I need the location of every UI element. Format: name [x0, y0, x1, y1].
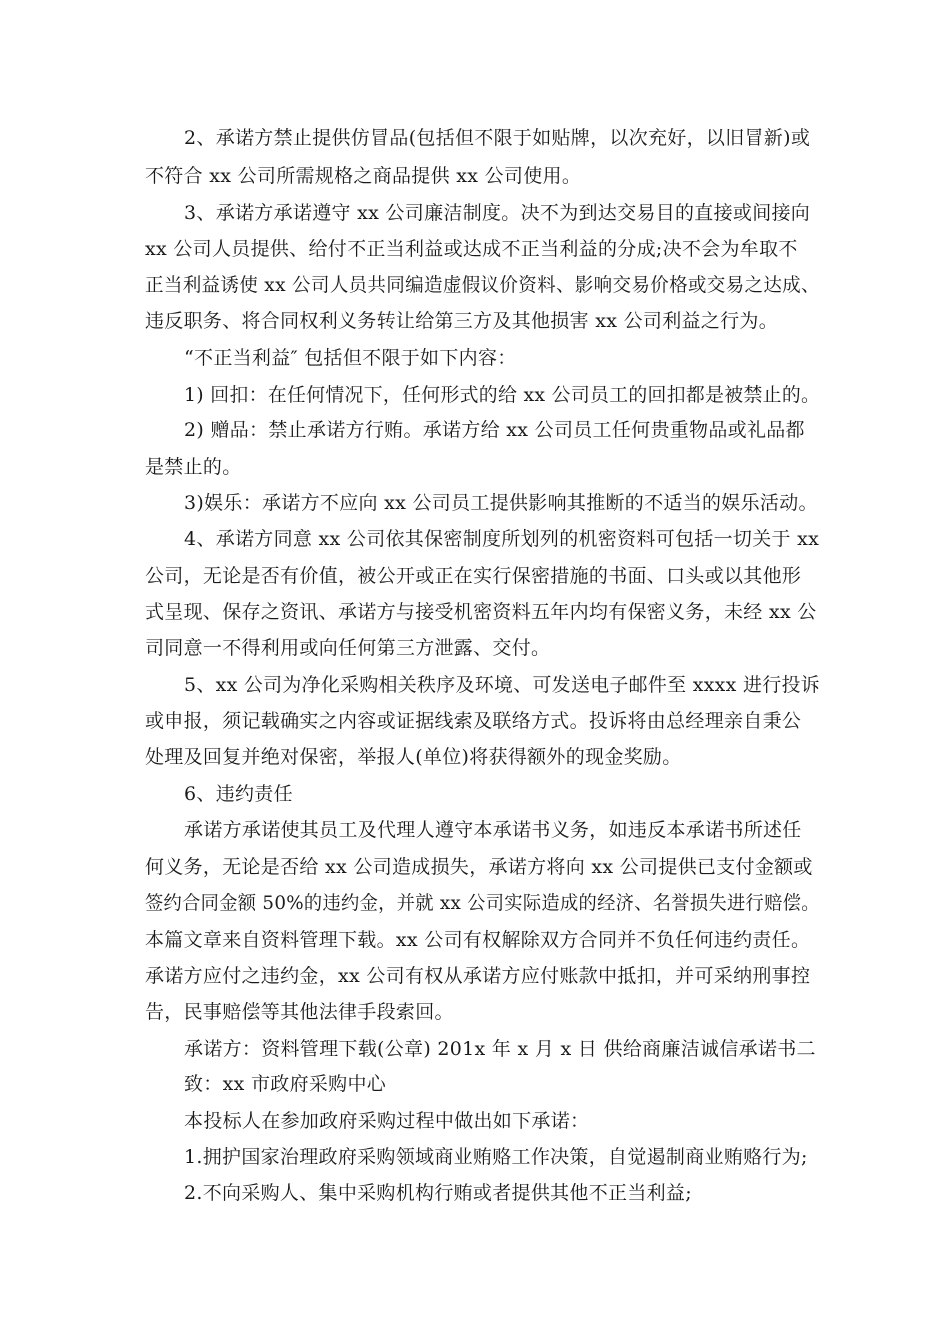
text-line: 告，民事赔偿等其他法律手段索回。 [145, 1001, 454, 1023]
text-line: xx 公司人员提供、给付不正当利益或达成不正当利益的分成;决不会为牟取不 [145, 238, 798, 260]
text-line: 承诺方应付之违约金，xx 公司有权从承诺方应付账款中抵扣，并可采纳刑事控 [145, 965, 811, 987]
text-line: 2) 赠品：禁止承诺方行贿。承诺方给 xx 公司员工任何贵重物品或礼品都 [184, 419, 805, 441]
text-line: 5、xx 公司为净化采购相关秩序及环境、可发送电子邮件至 xxxx 进行投诉 [184, 674, 820, 696]
text-line: 是禁止的。 [145, 456, 242, 478]
text-line: 承诺方：资料管理下载(公章) 201x 年 x 月 x 日 供给商廉洁诚信承诺书二 [184, 1038, 816, 1060]
text-line: 承诺方承诺使其员工及代理人遵守本承诺书义务，如违反本承诺书所述任 [184, 819, 802, 841]
text-line: 本篇文章来自资料管理下载。xx 公司有权解除双方合同并不负任何违约责任。 [145, 929, 811, 951]
text-line: 4、承诺方同意 xx 公司依其保密制度所划列的机密资料可包括一切关于 xx [184, 528, 820, 550]
text-line: 司同意一不得利用或向任何第三方泄露、交付。 [145, 637, 551, 659]
text-line: 3)娱乐：承诺方不应向 xx 公司员工提供影响其推断的不适当的娱乐活动。 [184, 492, 818, 514]
text-line: 2、承诺方禁止提供仿冒品(包括但不限于如贴牌，以次充好，以旧冒新)或 [184, 127, 811, 149]
text-line: 不符合 xx 公司所需规格之商品提供 xx 公司使用。 [145, 165, 582, 187]
text-line: 违反职务、将合同权利义务转让给第三方及其他损害 xx 公司利益之行为。 [145, 310, 779, 332]
text-line: 公司，无论是否有价值，被公开或正在实行保密措施的书面、口头或以其他形 [145, 565, 802, 587]
text-line: 正当利益诱使 xx 公司人员共同编造虚假议价资料、影响交易价格或交易之达成、 [145, 274, 820, 296]
text-line: “不正当利益″ 包括但不限于如下内容： [184, 347, 517, 369]
text-line: 本投标人在参加政府采购过程中做出如下承诺： [184, 1110, 590, 1132]
text-line: 3、承诺方承诺遵守 xx 公司廉洁制度。决不为到达交易目的直接或间接向 [184, 202, 811, 224]
text-line: 式呈现、保存之资讯、承诺方与接受机密资料五年内均有保密义务，未经 xx 公 [145, 601, 817, 623]
text-line: 何义务，无论是否给 xx 公司造成损失，承诺方将向 xx 公司提供已支付金额或 [145, 856, 813, 878]
text-line: 6、违约责任 [184, 783, 293, 805]
text-line: 1.拥护国家治理政府采购领域商业贿赂工作决策，自觉遏制商业贿赂行为; [184, 1146, 808, 1168]
text-line: 处理及回复并绝对保密，举报人(单位)将获得额外的现金奖励。 [145, 746, 682, 768]
text-line: 或申报，须记载确实之内容或证据线索及联络方式。投诉将由总经理亲自秉公 [145, 710, 802, 732]
text-line: 签约合同金额 50%的违约金，并就 xx 公司实际造成的经济、名誉损失进行赔偿。 [145, 892, 820, 914]
text-line: 致：xx 市政府采购中心 [184, 1073, 387, 1095]
text-line: 1) 回扣：在任何情况下，任何形式的给 xx 公司员工的回扣都是被禁止的。 [184, 384, 821, 406]
text-line: 2.不向采购人、集中采购机构行贿或者提供其他不正当利益; [184, 1182, 692, 1204]
